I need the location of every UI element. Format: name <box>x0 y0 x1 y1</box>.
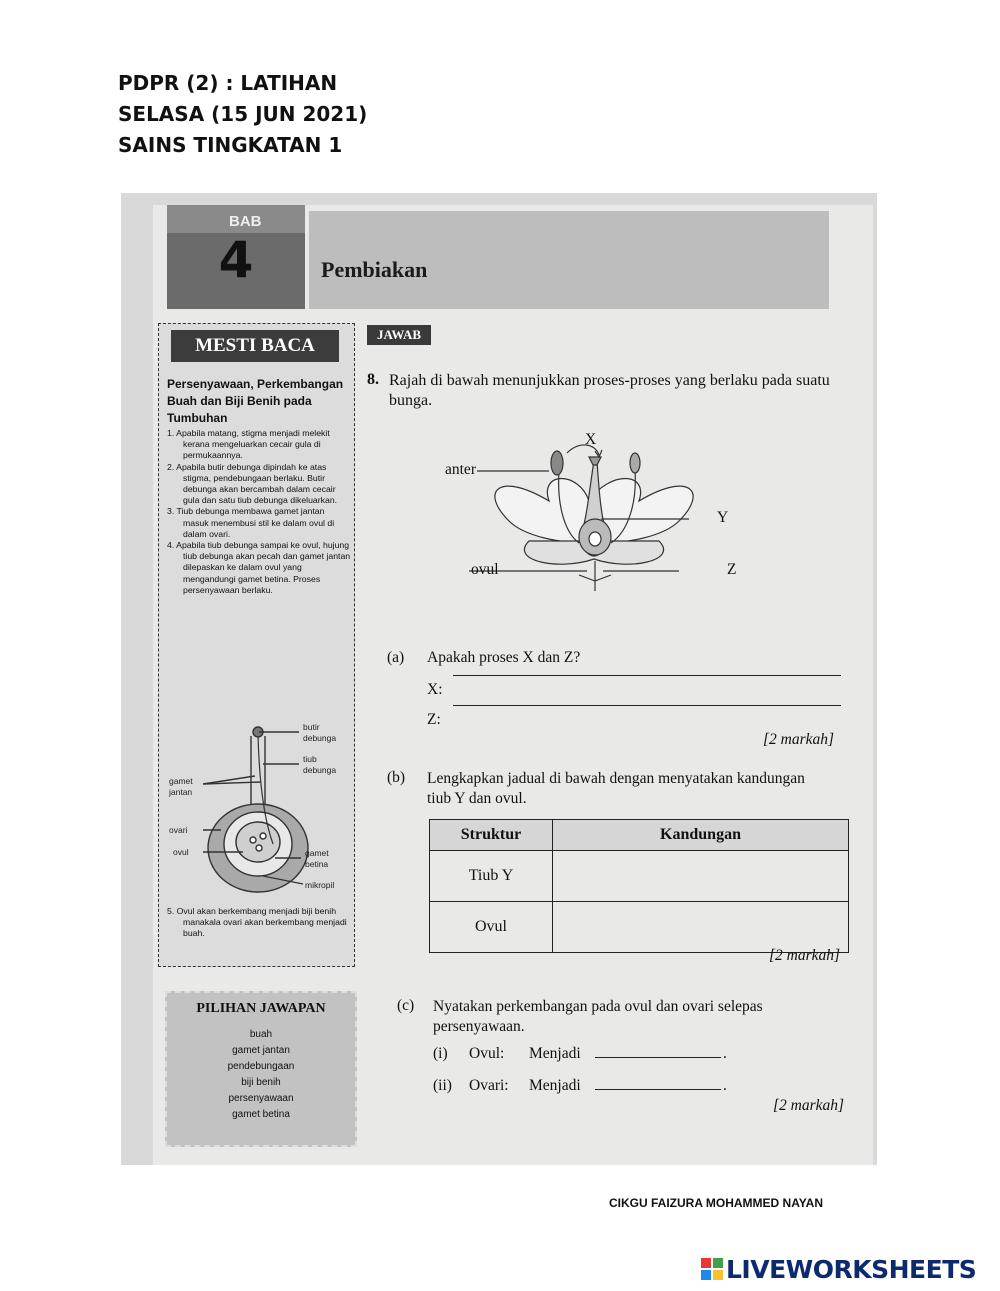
table-row <box>430 851 849 902</box>
mesti-baca-points <box>167 428 352 596</box>
part-a-marks: [2 markah] <box>763 731 835 748</box>
option-item: pendebungaan <box>227 1061 295 1072</box>
answer-line-z[interactable] <box>453 705 841 706</box>
header-line-1: PDPR (2) : LATIHAN <box>118 71 338 95</box>
textbook-photo <box>121 193 877 1165</box>
textbook-page <box>153 205 873 1165</box>
part-c-ii-text: Menjadi <box>529 1077 581 1094</box>
answer-choices-heading: PILIHAN JAWAPAN <box>196 1001 326 1016</box>
liveworksheets-logo[interactable] <box>700 1256 976 1282</box>
part-c-ii-label: (ii) <box>433 1077 452 1094</box>
worksheet-header <box>118 68 367 161</box>
part-b-label: (b) <box>387 769 406 786</box>
table-cell-struktur: Ovul <box>430 902 553 953</box>
point-4: 4. Apabila tiub debunga sampai ke ovul, hujung tiub debunga akan pecah dan gamet jantan dilepaskan ke dalam ovul yang mengandungi gamet betina. Proses persenyawaan berlaku. <box>167 540 351 595</box>
part-a-z-label: Z: <box>427 711 441 728</box>
part-c-i-text: Menjadi <box>529 1045 581 1062</box>
option-item: gamet betina <box>232 1109 290 1120</box>
part-c-marks: [2 markah] <box>773 1097 845 1114</box>
table-cell-struktur: Tiub Y <box>430 851 553 902</box>
logo-square-icon <box>700 1257 712 1269</box>
part-b-marks: [2 markah] <box>769 947 841 964</box>
label-tiub-debunga: debunga <box>303 765 337 775</box>
part-c-i-end: . <box>723 1045 727 1062</box>
mesti-baca-heading: MESTI BACA <box>171 330 339 362</box>
logo-square-icon <box>712 1269 724 1281</box>
flower-label-anter: anter <box>445 461 476 478</box>
part-c-ii-part: Ovari: <box>469 1077 509 1094</box>
chapter-title: Pembiakan <box>321 257 428 282</box>
table-cell-kandungan[interactable] <box>553 851 849 902</box>
liveworksheets-logo-icon <box>700 1257 724 1281</box>
table-header-row <box>430 820 849 851</box>
option-item: buah <box>249 1029 273 1040</box>
part-c-text: Nyatakan perkembangan pada ovul dan ovari selepas persenyawaan. <box>433 998 763 1035</box>
table-header: Struktur <box>430 820 553 851</box>
label-mikropil: mikropil <box>305 880 335 890</box>
logo-square-icon <box>700 1269 712 1281</box>
flower-label-x: X <box>585 431 597 448</box>
label-tiub: tiub <box>303 754 317 764</box>
label-ovul: ovul <box>173 847 189 857</box>
part-a-x-label: X: <box>427 681 443 698</box>
option-item: persenyawaan <box>228 1093 294 1104</box>
logo-square-icon <box>712 1257 724 1269</box>
label-debunga: debunga <box>303 733 337 743</box>
point-2: 2. Apabila butir debunga dipindah ke atas stigma, pendebungaan berlaku. Butir debunga akan bercambah dalam cecair gula dan satu tiub debunga dikeluarkan. <box>167 461 338 506</box>
label-butir: butir <box>303 722 320 732</box>
flower-label-z: Z <box>727 561 737 578</box>
table-header: Kandungan <box>553 820 849 851</box>
mesti-baca-subheading: Persenyawaan, Perkembangan Buah dan Biji Benih pada Tumbuhan <box>167 377 344 425</box>
jawab-label: JAWAB <box>367 325 431 345</box>
author-credit: CIKGU FAIZURA MOHAMMED NAYAN <box>609 1196 824 1210</box>
chapter-number: 4 <box>218 231 254 289</box>
label-jantan: jantan <box>169 787 193 797</box>
option-item: biji benih <box>241 1077 281 1088</box>
header-line-3: SAINS TINGKATAN 1 <box>118 133 343 157</box>
answer-options <box>167 1027 355 1123</box>
header-line-2: SELASA (15 JUN 2021) <box>118 102 368 126</box>
label-gamet-b: gamet <box>305 848 329 858</box>
mesti-baca-panel <box>158 323 355 967</box>
answer-line-x[interactable] <box>453 675 841 676</box>
chapter-stripe <box>167 205 305 289</box>
answer-table <box>429 819 849 953</box>
point-5: 5. Ovul akan berkembang menjadi biji benih manakala ovari akan berkembang menjadi buah. <box>167 906 347 939</box>
answer-line-ovul[interactable] <box>595 1057 721 1058</box>
option-item: gamet jantan <box>232 1045 290 1056</box>
flower-label-ovul: ovul <box>471 561 499 578</box>
question-number: 8. <box>367 371 379 388</box>
answer-choices-box <box>165 991 357 1147</box>
liveworksheets-wordmark: LIVEWORKSHEETS <box>726 1254 977 1284</box>
chapter-label: BAB <box>229 213 262 230</box>
flower-label-y: Y <box>717 509 729 526</box>
part-c-label: (c) <box>397 997 415 1014</box>
point-3: 3. Tiub debunga membawa gamet jantan masuk menembusi stil ke dalam ovul di dalam ovari. <box>167 506 335 539</box>
label-ovari: ovari <box>169 825 188 835</box>
pistil-diagram <box>163 716 353 902</box>
question-text: Rajah di bawah menunjukkan proses-proses yang berlaku pada suatu bunga. <box>389 372 830 409</box>
label-betina: betina <box>305 859 329 869</box>
part-a-text: Apakah proses X dan Z? <box>427 649 581 666</box>
answer-line-ovari[interactable] <box>595 1089 721 1090</box>
part-c-i-part: Ovul: <box>469 1045 505 1062</box>
part-c-i-label: (i) <box>433 1045 448 1062</box>
part-a-label: (a) <box>387 649 405 666</box>
table-cell-kandungan[interactable] <box>553 902 849 953</box>
part-b-text: Lengkapkan jadual di bawah dengan menyatakan kandungan tiub Y dan ovul. <box>427 770 805 807</box>
point-1: 1. Apabila matang, stigma menjadi melekit kerana mengeluarkan cecair gula di permukaannya. <box>167 428 330 461</box>
label-gamet: gamet <box>169 776 193 786</box>
part-c-ii-end: . <box>723 1077 727 1094</box>
table-row <box>430 902 849 953</box>
